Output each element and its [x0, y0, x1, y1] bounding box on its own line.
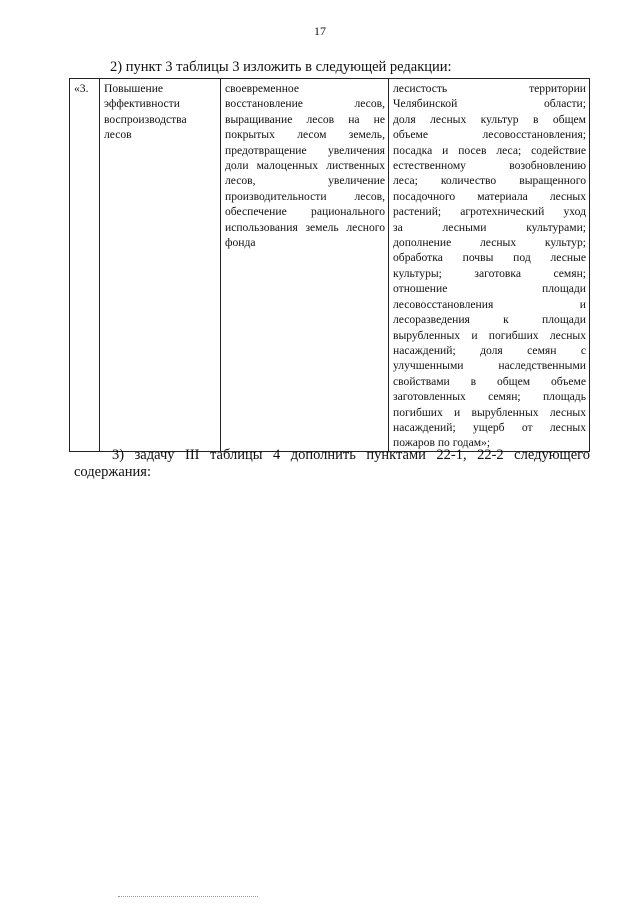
- intro-paragraph: 2) пункт 3 таблицы 3 изложить в следующей редакции:: [110, 59, 452, 75]
- tasks-line: восстановление лесов,: [225, 97, 385, 111]
- indicator-line: культуры; заготовка семян;: [393, 266, 586, 280]
- indicator-line: леса; количество выращенного: [393, 174, 586, 188]
- indicator-line: вырубленных и погибших лесных: [393, 328, 586, 342]
- indicator-line: дополнение лесных культур;: [393, 236, 586, 250]
- goal-cell: Повышение эффективности воспроизводства лесов: [100, 79, 221, 452]
- row-number-cell: «3.: [70, 79, 100, 452]
- indicator-line: насаждений; доля семян с: [393, 343, 586, 357]
- tasks-line: обеспечение рационального: [225, 205, 385, 219]
- indicator-line: доля лесных культур в общем: [393, 112, 586, 126]
- indicator-line: насаждений; ущерб от лесных: [393, 420, 586, 434]
- indicator-line: заготовленных семян; площадь: [393, 390, 586, 404]
- table-row: [70, 79, 590, 452]
- indicator-line: свойствами в общем объеме: [393, 374, 586, 388]
- indicator-line: посадочного материала лесных: [393, 189, 586, 203]
- footer-dotted-line: [118, 896, 258, 897]
- tasks-line: лесов, увеличение: [225, 174, 385, 188]
- tasks-line: покрытых лесом земель,: [225, 128, 385, 142]
- closing-paragraph: [74, 447, 590, 481]
- indicator-line: Челябинской области;: [393, 97, 586, 111]
- indicator-line: пожаров по годам»;: [393, 436, 491, 450]
- indicator-line: посадка и посев леса; содействие: [393, 143, 586, 157]
- indicator-line: погибших и вырубленных лесных: [393, 405, 586, 419]
- indicator-line: лесовосстановления и: [393, 297, 586, 311]
- indicator-line: лесистость территории: [393, 82, 586, 95]
- tasks-line: своевременное: [225, 82, 300, 95]
- indicator-line: объеме лесовосстановления;: [393, 128, 586, 142]
- indicator-line: обработка почвы под лесные: [393, 251, 586, 265]
- tasks-line: доли малоценных лиственных: [225, 159, 385, 173]
- indicator-line: лесоразведения к площади: [393, 313, 586, 327]
- closing-paragraph-text: 3) задачу III таблицы 4 дополнить пунктами 22-1, 22-2 следующего содержания:: [74, 447, 590, 480]
- tasks-line: использования земель лесного: [225, 220, 385, 234]
- indicator-line: за лесными культурами;: [393, 220, 586, 234]
- indicators-table: [69, 78, 590, 452]
- indicator-line: растений; агротехнический уход: [393, 205, 586, 219]
- indicator-line: улучшенными наследственными: [393, 359, 586, 373]
- indicator-line: естественному возобновлению: [393, 159, 586, 173]
- tasks-line: выращивание лесов на не: [225, 112, 385, 126]
- page-number: 17: [314, 24, 326, 38]
- tasks-line: фонда: [225, 236, 256, 250]
- tasks-line: производительности лесов,: [225, 189, 385, 203]
- tasks-line: предотвращение увеличения: [225, 143, 385, 157]
- indicators-cell: [389, 79, 590, 452]
- tasks-cell: [221, 79, 389, 452]
- indicator-line: отношение площади: [393, 282, 586, 296]
